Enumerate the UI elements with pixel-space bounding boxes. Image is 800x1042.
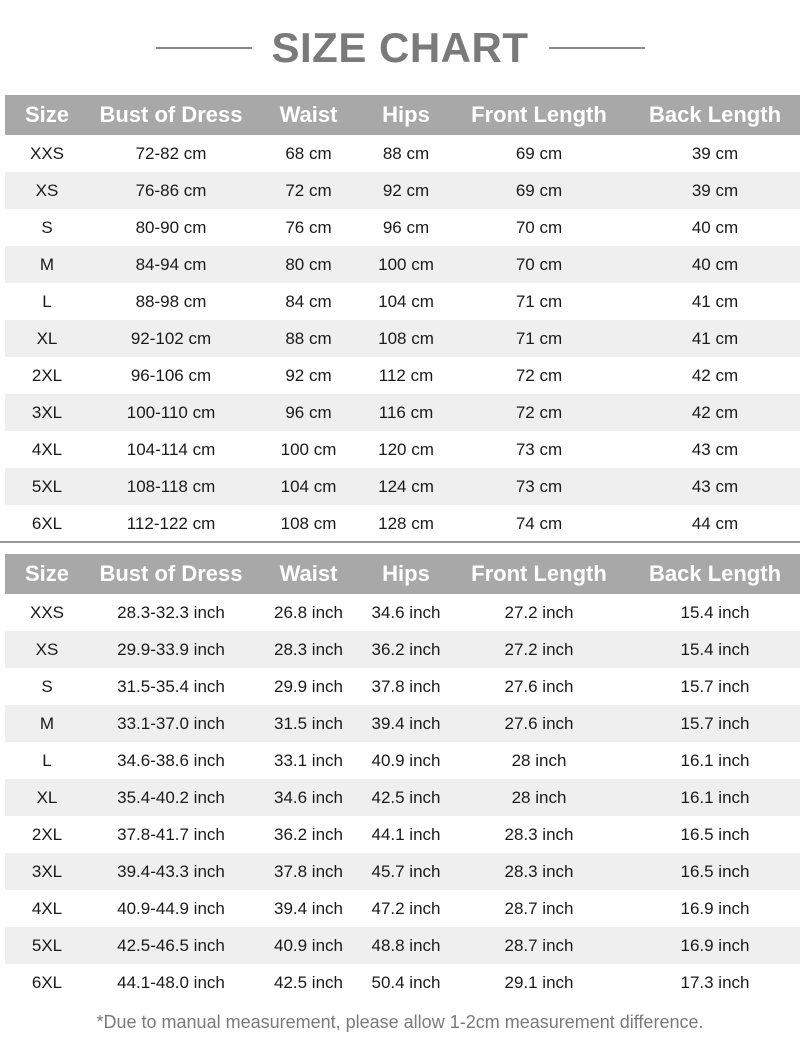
cell-bust: 76-86 cm [89, 172, 253, 209]
cell-back-length: 40 cm [691, 217, 739, 237]
cell-front-length: 27.2 inch [448, 631, 630, 668]
cell-back-length: 42 cm [630, 394, 800, 431]
cell-bust: 31.5-35.4 inch [117, 676, 225, 696]
cell-bust: 37.8-41.7 inch [117, 824, 225, 844]
cell-front-length: 28 inch [448, 779, 630, 816]
table-row [5, 816, 800, 853]
cell-back-length: 16.1 inch [630, 779, 800, 816]
table-row [5, 283, 800, 320]
cm-size-table [5, 95, 800, 542]
page-title: SIZE CHART [271, 23, 529, 71]
table-row [5, 505, 800, 542]
cell-size: 6XL [31, 972, 63, 992]
cell-back-length: 15.7 inch [630, 705, 800, 742]
table-row [5, 779, 800, 816]
measurement-footnote: *Due to manual measurement, please allow 1-2cm measurement difference. [96, 1012, 704, 1032]
cell-bust: 40.9-44.9 inch [117, 898, 225, 918]
cell-hips: 120 cm [378, 439, 434, 459]
cell-hips: 104 cm [378, 291, 434, 311]
cell-bust: 35.4-40.2 inch [89, 779, 253, 816]
cell-back-length: 41 cm [630, 320, 800, 357]
cell-waist: 42.5 inch [274, 972, 343, 992]
cell-bust: 39.4-43.3 inch [89, 853, 253, 890]
cell-bust: 84-94 cm [89, 246, 253, 283]
cell-front-length: 70 cm [515, 217, 563, 237]
cell-hips: 112 cm [378, 365, 434, 385]
cell-front-length: 74 cm [515, 513, 563, 533]
cell-bust: 92-102 cm [89, 320, 253, 357]
cell-size: XS [5, 631, 89, 668]
cell-hips: 36.2 inch [364, 631, 448, 668]
cell-size: 3XL [5, 853, 89, 890]
cell-size: XS [5, 172, 89, 209]
table-row [5, 135, 800, 172]
cell-waist: 36.2 inch [274, 824, 343, 844]
cell-hips: 124 cm [364, 468, 448, 505]
header-size: Size [5, 95, 89, 135]
cell-size: XL [5, 320, 89, 357]
cell-size: XL [5, 779, 89, 816]
header-back-length: Back Length [630, 95, 800, 135]
cell-waist: 88 cm [253, 320, 364, 357]
cell-size: 4XL [31, 439, 63, 459]
table-row [5, 853, 800, 890]
cell-waist: 29.9 inch [274, 676, 343, 696]
cell-bust: 88-98 cm [135, 291, 207, 311]
header-back-length: Back Length [630, 554, 800, 594]
cell-bust: 108-118 cm [89, 468, 253, 505]
table-row [5, 431, 800, 468]
inch-size-table [5, 554, 800, 1001]
header-front-length: Front Length [448, 95, 630, 135]
cell-hips: 100 cm [364, 246, 448, 283]
cell-size: 5XL [5, 468, 89, 505]
cell-front-length: 28 inch [511, 750, 567, 770]
cell-bust: 34.6-38.6 inch [117, 750, 225, 770]
cell-hips: 45.7 inch [364, 853, 448, 890]
header-bust: Bust of Dress [89, 554, 253, 594]
table-row [5, 320, 800, 357]
cell-size: 6XL [31, 513, 63, 533]
cell-back-length: 44 cm [691, 513, 739, 533]
cell-front-length: 71 cm [448, 320, 630, 357]
table-row [5, 668, 800, 705]
table-row [5, 927, 800, 964]
cell-hips: 48.8 inch [364, 927, 448, 964]
cell-bust: 104-114 cm [126, 439, 216, 459]
cell-size: 2XL [31, 824, 63, 844]
cell-bust: 29.9-33.9 inch [89, 631, 253, 668]
cell-bust: 96-106 cm [130, 365, 212, 385]
table-row [5, 594, 800, 631]
cell-front-length: 29.1 inch [504, 972, 574, 992]
cell-front-length: 69 cm [448, 172, 630, 209]
cell-back-length: 42 cm [691, 365, 739, 385]
table-header-row [5, 554, 800, 594]
cell-front-length: 73 cm [515, 439, 563, 459]
cell-waist: 92 cm [285, 365, 332, 385]
cell-front-length: 72 cm [448, 394, 630, 431]
cell-front-length: 28.3 inch [448, 853, 630, 890]
cell-hips: 128 cm [378, 513, 434, 533]
header-size: Size [5, 554, 89, 594]
cell-waist: 104 cm [253, 468, 364, 505]
cell-waist: 40.9 inch [253, 927, 364, 964]
cell-waist: 37.8 inch [253, 853, 364, 890]
cell-back-length: 15.4 inch [680, 602, 750, 622]
cell-front-length: 73 cm [448, 468, 630, 505]
table-row [5, 394, 800, 431]
cell-bust: 72-82 cm [135, 143, 207, 163]
cell-size: M [5, 705, 89, 742]
cell-bust: 42.5-46.5 inch [89, 927, 253, 964]
header-hips: Hips [364, 95, 448, 135]
cell-hips: 108 cm [364, 320, 448, 357]
cell-bust: 44.1-48.0 inch [117, 972, 225, 992]
cell-front-length: 71 cm [515, 291, 563, 311]
cell-size: S [41, 676, 53, 696]
cell-front-length: 27.6 inch [504, 676, 574, 696]
table-row [5, 631, 800, 668]
table-row [5, 357, 800, 394]
cell-front-length: 27.2 inch [504, 602, 574, 622]
cell-waist: 26.8 inch [274, 602, 343, 622]
table-row [5, 890, 800, 927]
header-hips: Hips [364, 554, 448, 594]
cell-waist: 31.5 inch [253, 705, 364, 742]
cell-size: 4XL [31, 898, 63, 918]
cell-hips: 92 cm [364, 172, 448, 209]
table-row [5, 246, 800, 283]
cell-back-length: 16.9 inch [680, 898, 750, 918]
cell-size: XXS [29, 602, 65, 622]
chart-header [0, 0, 800, 95]
cell-waist: 33.1 inch [274, 750, 343, 770]
table-row [5, 705, 800, 742]
header-right-rule [549, 47, 645, 49]
table-row [5, 964, 800, 1001]
cell-waist: 28.3 inch [253, 631, 364, 668]
cell-hips: 44.1 inch [371, 824, 441, 844]
header-waist: Waist [253, 95, 364, 135]
cell-front-length: 28.3 inch [504, 824, 574, 844]
cell-size: 5XL [5, 927, 89, 964]
header-front-length: Front Length [448, 554, 630, 594]
cell-waist: 100 cm [280, 439, 337, 459]
cell-waist: 68 cm [285, 143, 332, 163]
table-header-row [5, 95, 800, 135]
cell-waist: 76 cm [285, 217, 332, 237]
cell-size: 3XL [5, 394, 89, 431]
cell-front-length: 72 cm [515, 365, 563, 385]
cell-waist: 80 cm [253, 246, 364, 283]
cell-size: XXS [29, 143, 65, 163]
table-row [5, 209, 800, 246]
table-divider [0, 541, 800, 543]
cell-size: S [41, 217, 53, 237]
cell-back-length: 16.9 inch [630, 927, 800, 964]
cell-hips: 88 cm [382, 143, 430, 163]
cell-bust: 28.3-32.3 inch [117, 602, 225, 622]
cell-bust: 100-110 cm [89, 394, 253, 431]
cell-back-length: 40 cm [630, 246, 800, 283]
cell-hips: 47.2 inch [371, 898, 441, 918]
cell-back-length: 15.4 inch [630, 631, 800, 668]
cell-hips: 50.4 inch [371, 972, 441, 992]
cell-waist: 39.4 inch [274, 898, 343, 918]
cell-back-length: 16.1 inch [680, 750, 750, 770]
cell-back-length: 39 cm [630, 172, 800, 209]
cell-front-length: 70 cm [448, 246, 630, 283]
table-row [5, 172, 800, 209]
cell-front-length: 69 cm [515, 143, 563, 163]
header-bust: Bust of Dress [89, 95, 253, 135]
cell-back-length: 15.7 inch [680, 676, 750, 696]
cell-waist: 108 cm [280, 513, 337, 533]
cell-hips: 42.5 inch [364, 779, 448, 816]
cell-back-length: 39 cm [691, 143, 739, 163]
cell-waist: 72 cm [253, 172, 364, 209]
cell-back-length: 43 cm [691, 439, 739, 459]
cell-hips: 34.6 inch [371, 602, 441, 622]
cell-size: 2XL [31, 365, 63, 385]
cell-bust: 33.1-37.0 inch [89, 705, 253, 742]
cell-hips: 37.8 inch [371, 676, 441, 696]
cell-back-length: 41 cm [691, 291, 739, 311]
cell-front-length: 27.6 inch [448, 705, 630, 742]
cell-hips: 39.4 inch [364, 705, 448, 742]
header-waist: Waist [253, 554, 364, 594]
cell-bust: 80-90 cm [135, 217, 207, 237]
cell-hips: 96 cm [382, 217, 430, 237]
cell-size: M [5, 246, 89, 283]
header-left-rule [156, 47, 252, 49]
cell-front-length: 28.7 inch [448, 927, 630, 964]
cell-hips: 116 cm [364, 394, 448, 431]
table-row [5, 468, 800, 505]
cell-waist: 34.6 inch [253, 779, 364, 816]
cell-hips: 40.9 inch [371, 750, 441, 770]
cell-waist: 84 cm [285, 291, 332, 311]
cell-back-length: 43 cm [630, 468, 800, 505]
cell-back-length: 16.5 inch [630, 853, 800, 890]
cell-front-length: 28.7 inch [504, 898, 574, 918]
cell-bust: 112-122 cm [126, 513, 216, 533]
cell-back-length: 17.3 inch [680, 972, 750, 992]
table-row [5, 742, 800, 779]
cell-back-length: 16.5 inch [680, 824, 750, 844]
cell-size: L [42, 750, 52, 770]
cell-waist: 96 cm [253, 394, 364, 431]
cell-size: L [42, 291, 52, 311]
